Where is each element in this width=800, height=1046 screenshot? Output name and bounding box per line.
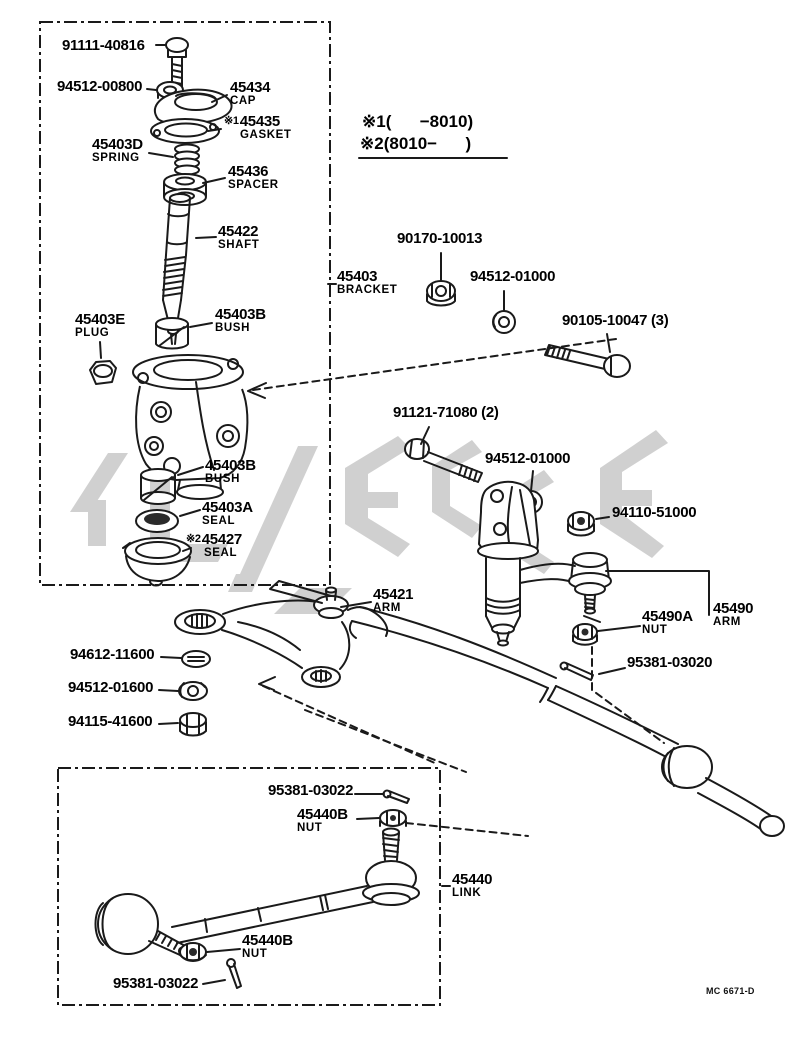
callout-94512-01000-upper <box>470 269 555 284</box>
part-number: 45440B <box>242 932 293 949</box>
callout-45427-seal <box>186 532 242 560</box>
spring-45403d-drawing <box>149 145 199 175</box>
callout-45434-cap <box>230 80 270 108</box>
part-number: 94512-01000 <box>485 450 571 467</box>
part-number: 45436 <box>228 163 269 180</box>
callout-45421-arm <box>373 587 413 615</box>
nut-45490a-drawing <box>573 624 640 645</box>
part-name: LINK <box>452 887 482 899</box>
cotter-pin-upper-drawing <box>355 791 409 804</box>
plug-45403e-drawing <box>90 342 116 384</box>
callout-45403e-plug <box>75 312 125 340</box>
part-number: 94110-51000 <box>612 504 697 521</box>
callout-45403d-spring <box>92 137 143 165</box>
part-name: CAP <box>230 95 257 107</box>
callout-45436-spacer <box>228 164 279 192</box>
callout-45422-shaft <box>218 224 259 252</box>
part-number: 45403 <box>337 268 378 285</box>
part-name: SEAL <box>204 547 238 559</box>
part-name: NUT <box>242 948 268 960</box>
part-number: 45490 <box>713 600 754 617</box>
part-name: SPRING <box>92 152 140 164</box>
part-name: BRACKET <box>337 284 398 296</box>
part-number: 45403B <box>205 457 256 474</box>
callout-45403a-seal <box>202 500 253 528</box>
pitman-washers-nuts-drawing <box>159 651 210 736</box>
part-name: ARM <box>373 602 401 614</box>
bush-upper-45403b-drawing <box>156 318 212 349</box>
callout-95381-03022-lower <box>113 976 198 991</box>
part-name: SEAL <box>202 515 236 527</box>
callout-45440-link <box>452 872 492 900</box>
idler-shaft-drawing <box>486 558 520 646</box>
callout-95381-03020 <box>627 655 712 670</box>
part-number: 94512-01000 <box>470 268 556 285</box>
callout-45490-arm <box>713 601 753 629</box>
note-mark: ※2 <box>186 533 201 545</box>
callout-45403-bracket <box>337 269 397 297</box>
callout-91111-40816 <box>62 38 145 53</box>
tie-rod-link-drawing <box>96 886 374 955</box>
applicability-note-1: ※1( −8010) <box>362 112 474 131</box>
callout-94512-01600 <box>68 680 153 695</box>
part-number: 90170-10013 <box>397 230 483 247</box>
idler-bracket-drawing <box>478 482 538 559</box>
part-number: 94512-01600 <box>68 679 154 696</box>
callout-45490a-nut <box>642 609 693 637</box>
callout-94612-11600 <box>70 647 154 662</box>
part-number: 95381-03022 <box>113 975 199 992</box>
callout-91121-71080 <box>393 405 499 420</box>
part-number: 45422 <box>218 223 259 240</box>
part-number: 91111-40816 <box>62 37 145 54</box>
part-name: PLUG <box>75 327 110 339</box>
part-number <box>186 532 242 547</box>
part-number: 94115-41600 <box>68 713 153 730</box>
part-name: GASKET <box>240 129 292 141</box>
part-number: 45403B <box>215 306 266 323</box>
nut-90170-drawing <box>427 253 455 306</box>
part-name: SPACER <box>228 179 279 191</box>
callout-95381-03022-upper <box>268 783 353 798</box>
callout-94512-01000-lower <box>485 451 570 466</box>
part-number <box>224 114 292 129</box>
relay-rod-drawing <box>348 607 784 836</box>
callout-90105-10047 <box>562 313 668 328</box>
washer-94512-01000-upper-drawing <box>493 291 515 333</box>
part-number: 45403A <box>202 499 253 516</box>
part-number: 91121-71080 (2) <box>393 404 499 421</box>
part-number: 45440B <box>297 806 348 823</box>
part-number-text: 45435 <box>239 113 280 130</box>
callout-90170-10013 <box>397 231 482 246</box>
part-number: 90105-10047 (3) <box>562 312 669 329</box>
note-mark: ※1 <box>224 115 239 127</box>
part-name: NUT <box>297 822 323 834</box>
applicability-note-2: ※2(8010− ) <box>360 134 472 153</box>
bolt-90105-drawing <box>545 334 630 377</box>
part-name: ARM <box>713 616 741 628</box>
part-number: 94612-11600 <box>70 646 155 663</box>
part-number: 45490A <box>642 608 693 625</box>
callout-45435-gasket <box>224 114 292 142</box>
callout-45403b-bush-lower <box>205 458 256 486</box>
nut-45440b-upper-drawing <box>357 810 406 826</box>
part-number: 45440 <box>452 871 493 888</box>
figure-code: MC 6671-D <box>706 986 755 996</box>
part-number: 95381-03022 <box>268 782 354 799</box>
seal-45403a-drawing <box>136 510 200 532</box>
cotter-pin-lower-drawing <box>203 959 241 988</box>
tie-rod-end-right-drawing <box>363 829 419 906</box>
part-number: 45434 <box>230 79 271 96</box>
part-name: BUSH <box>205 473 240 485</box>
part-name: BUSH <box>215 322 250 334</box>
part-number: 45421 <box>373 586 414 603</box>
part-number: 45403E <box>75 311 125 328</box>
part-number: 95381-03020 <box>627 654 713 671</box>
part-name: NUT <box>642 624 668 636</box>
callout-45440b-nut-upper <box>297 807 348 835</box>
callout-94512-00800 <box>57 79 142 94</box>
part-number: 45403D <box>92 136 143 153</box>
part-number: 94512-00800 <box>57 78 143 95</box>
callout-45403b-bush-upper <box>215 307 266 335</box>
callout-45440b-nut-lower <box>242 933 293 961</box>
part-number-text: 45427 <box>201 531 242 548</box>
callout-94110-51000 <box>612 505 696 520</box>
pitman-arm-drawing <box>175 581 371 687</box>
callout-94115-41600 <box>68 714 152 729</box>
part-name: SHAFT <box>218 239 260 251</box>
gasket-45435-drawing <box>151 119 221 143</box>
